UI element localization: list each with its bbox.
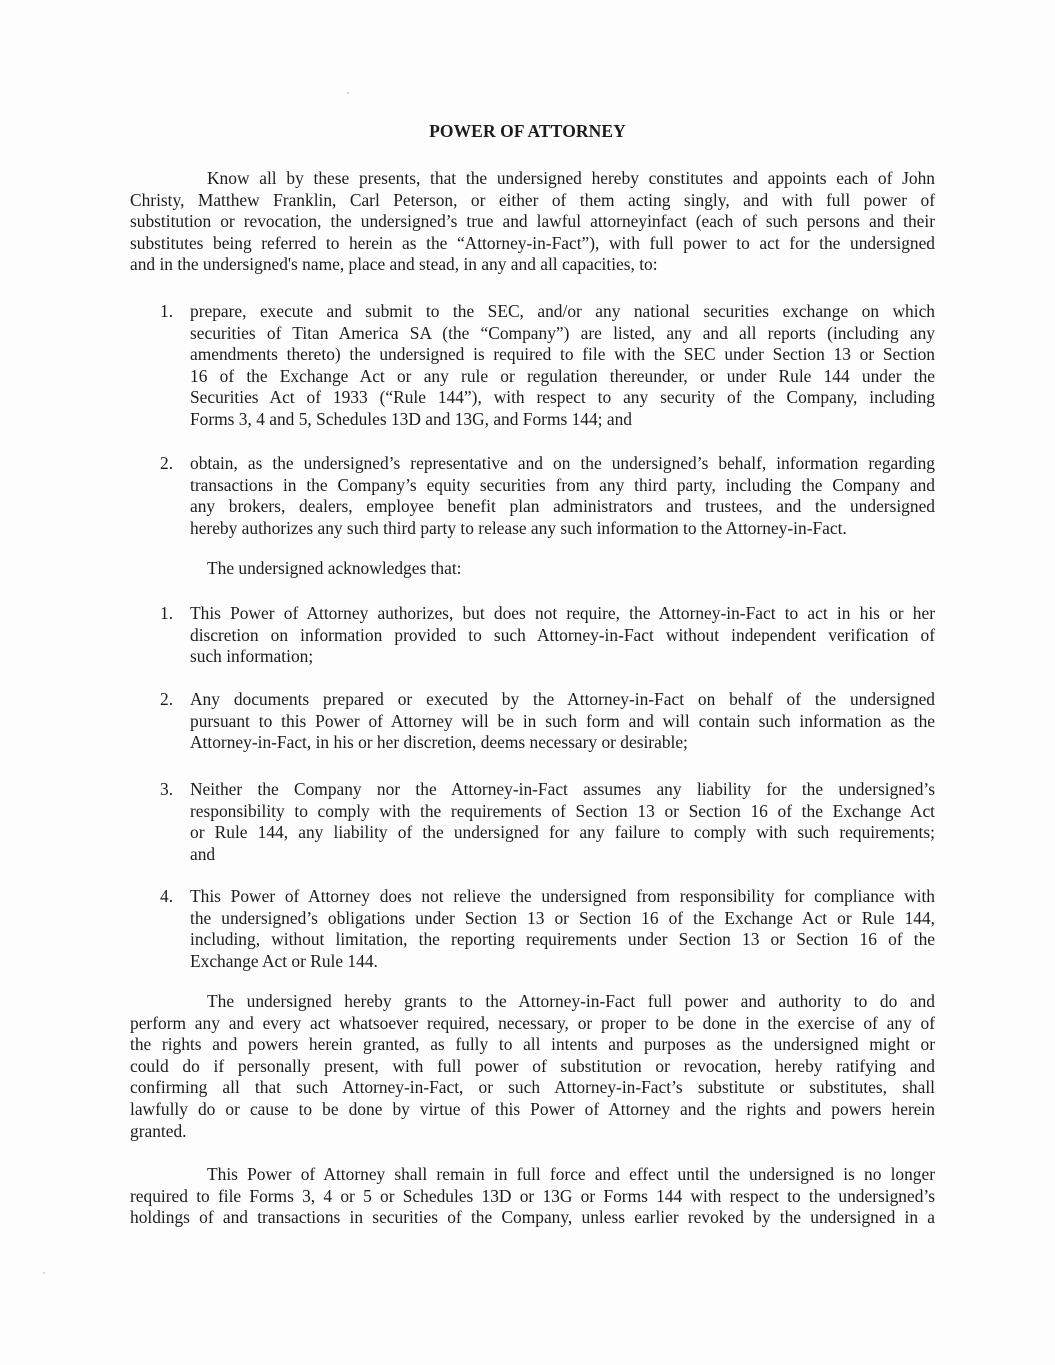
grant-line: perform any and every act whatsoever required, necessary, or proper to be done in the exercise of any of (130, 1012, 935, 1033)
power-item-2 (160, 453, 935, 539)
item-line: This Power of Attorney authorizes, but does not require, the Attorney-in-Fact to act in his or her (190, 603, 935, 623)
item-line: the undersigned’s obligations under Section 13 or Section 16 of the Exchange Act or Rule 144, (190, 907, 935, 928)
item-line: pursuant to this Power of Attorney will be in such form and will contain such information as the (190, 710, 935, 731)
duration-line: This Power of Attorney shall remain in full force and effect until the undersigned is no longer (207, 1164, 935, 1184)
item-line: 16 of the Exchange Act or any rule or regulation thereunder, or under Rule 144 under the (190, 365, 935, 386)
duration-paragraph (130, 1164, 935, 1229)
acknowledgement-item-1 (160, 603, 935, 668)
intro-line: substitution or revocation, the undersigned’s true and lawful attorneyinfact (each of such persons and their (130, 211, 935, 232)
duration-line: holdings of and transactions in securities of the Company, unless earlier revoked by the undersigned in a (130, 1207, 935, 1228)
scan-speck (347, 92, 349, 94)
grant-line: The undersigned hereby grants to the Attorney-in-Fact full power and authority to do and (207, 991, 935, 1011)
item-line: Exchange Act or Rule 144. (190, 950, 378, 971)
item-line: any brokers, dealers, employee benefit plan administrators and trustees, and the undersigned (190, 496, 935, 517)
power-item-1 (160, 301, 935, 431)
item-line: prepare, execute and submit to the SEC, and/or any national securities exchange on which (190, 301, 935, 321)
document-title: POWER OF ATTORNEY (429, 121, 626, 141)
item-line: securities of Titan America SA (the “Company”) are listed, any and all reports (including any (190, 322, 935, 343)
item-line: and (190, 843, 216, 864)
item-line: hereby authorizes any such third party to release any such information to the Attorney-in-Fact. (190, 517, 847, 538)
scan-speck (43, 1272, 45, 1274)
item-line: or Rule 144, any liability of the undersigned for any failure to comply with such requirements; (190, 822, 935, 843)
item-line: transactions in the Company’s equity securities from any third party, including the Company and (190, 474, 935, 495)
item-line: responsibility to comply with the requirements of Section 13 or Section 16 of the Exchange Act (190, 800, 935, 821)
item-line: discretion on information provided to such Attorney-in-Fact without independent verification of (190, 624, 935, 645)
item-line: Securities Act of 1933 (“Rule 144”), with respect to any security of the Company, including (190, 387, 935, 408)
grant-line: could do if personally present, with full power of substitution or revocation, hereby ratifying and (130, 1055, 935, 1076)
item-number: 4. (160, 886, 174, 906)
item-line: Attorney-in-Fact, in his or her discretion, deems necessary or desirable; (190, 732, 688, 753)
grant-line: the rights and powers herein granted, as fully to all intents and purposes as the undersigned might or (130, 1034, 935, 1055)
acknowledgement-item-3 (160, 779, 935, 865)
item-number: 2. (160, 453, 174, 473)
intro-line: substitutes being referred to herein as the “Attorney-in-Fact”), with full power to act for the undersigned (130, 232, 935, 253)
item-line: such information; (190, 646, 314, 667)
grant-line: granted. (130, 1120, 187, 1141)
grant-line: confirming all that such Attorney-in-Fact, or such Attorney-in-Fact’s substitute or substitutes, shall (130, 1077, 935, 1098)
intro-line: Christy, Matthew Franklin, Carl Peterson, or either of them acting singly, and with full power of (130, 189, 935, 210)
acknowledgement-item-2 (160, 689, 935, 754)
intro-paragraph (130, 168, 935, 276)
item-line: Neither the Company nor the Attorney-in-Fact assumes any liability for the undersigned’s (190, 779, 935, 799)
grant-line: lawfully do or cause to be done by virtue of this Power of Attorney and the rights and powers herein (130, 1098, 935, 1119)
grant-paragraph (130, 991, 935, 1142)
item-number: 3. (160, 779, 174, 799)
item-line: obtain, as the undersigned’s representative and on the undersigned’s behalf, information regarding (190, 453, 935, 473)
item-number: 1. (160, 603, 174, 623)
item-line: including, without limitation, the reporting requirements under Section 13 or Section 16 of the (190, 929, 935, 950)
item-number: 2. (160, 689, 174, 709)
item-line: Forms 3, 4 and 5, Schedules 13D and 13G, and Forms 144; and (190, 408, 632, 429)
acknowledgement-heading: The undersigned acknowledges that: (207, 558, 462, 578)
acknowledgement-item-4 (160, 886, 935, 972)
duration-line: required to file Forms 3, 4 or 5 or Schedules 13D or 13G or Forms 144 with respect to the undersigned’s (130, 1185, 935, 1206)
item-line: This Power of Attorney does not relieve the undersigned from responsibility for compliance with (190, 886, 935, 906)
item-line: Any documents prepared or executed by the Attorney-in-Fact on behalf of the undersigned (190, 689, 935, 709)
item-line: amendments thereto) the undersigned is required to file with the SEC under Section 13 or Section (190, 344, 935, 365)
item-number: 1. (160, 301, 174, 321)
intro-line: and in the undersigned's name, place and stead, in any and all capacities, to: (130, 254, 658, 275)
intro-line: Know all by these presents, that the undersigned hereby constitutes and appoints each of John (207, 168, 935, 188)
